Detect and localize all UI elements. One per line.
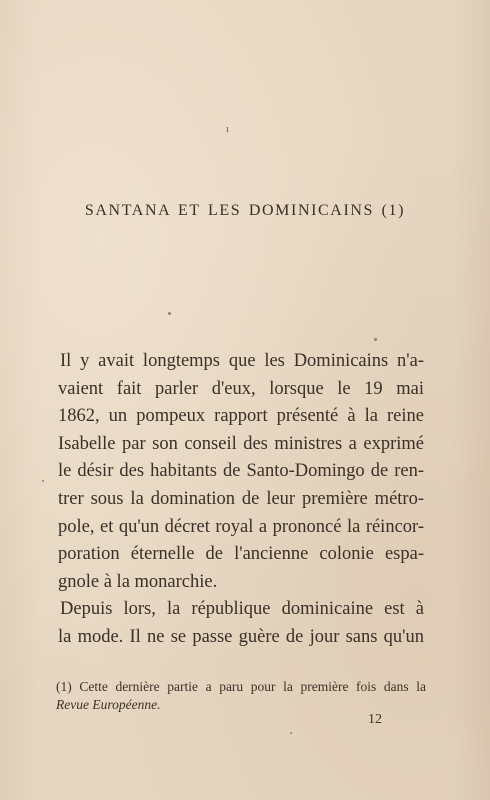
paragraph-2 (58, 596, 424, 651)
text-line: trer sous la domination de leur première métro- (58, 488, 424, 509)
text-line: 1862, un pompeux rapport présenté à la reine (58, 406, 424, 427)
footnote-line: (1) Cette dernière partie a paru pour la première fois dans la (56, 679, 426, 694)
paper-speck (290, 732, 292, 734)
text-line: gnole à la monarchie. (58, 571, 218, 592)
paper-speck (168, 312, 171, 315)
printer-signature-mark: ı (226, 124, 229, 135)
paragraph-1 (58, 348, 424, 596)
text-line: vaient fait parler d'eux, lorsque le 19 mai (58, 378, 424, 399)
text-line: le désir des habitants de Santo-Domingo de ren- (58, 461, 424, 482)
page-number: 12 (368, 712, 382, 727)
text-line: pole, et qu'un décret royal a prononcé la réincor- (58, 516, 424, 537)
text-line: Il y avait longtemps que les Dominicains n'a- (60, 351, 424, 371)
text-line: la mode. Il ne se passe guère de jour sans qu'un (58, 626, 424, 647)
body-text (58, 348, 424, 652)
paper-speck (42, 480, 44, 482)
paper-speck (374, 338, 377, 341)
footnote (56, 678, 426, 713)
text-line: poration éternelle de l'ancienne colonie espa- (58, 544, 424, 565)
text-line: Depuis lors, la république dominicaine est à (60, 599, 424, 620)
chapter-title: SANTANA ET LES DOMINICAINS (1) (84, 202, 406, 219)
text-line: Isabelle par son conseil des ministres a exprimé (58, 433, 424, 454)
footnote-source: Revue Européenne. (56, 696, 161, 712)
